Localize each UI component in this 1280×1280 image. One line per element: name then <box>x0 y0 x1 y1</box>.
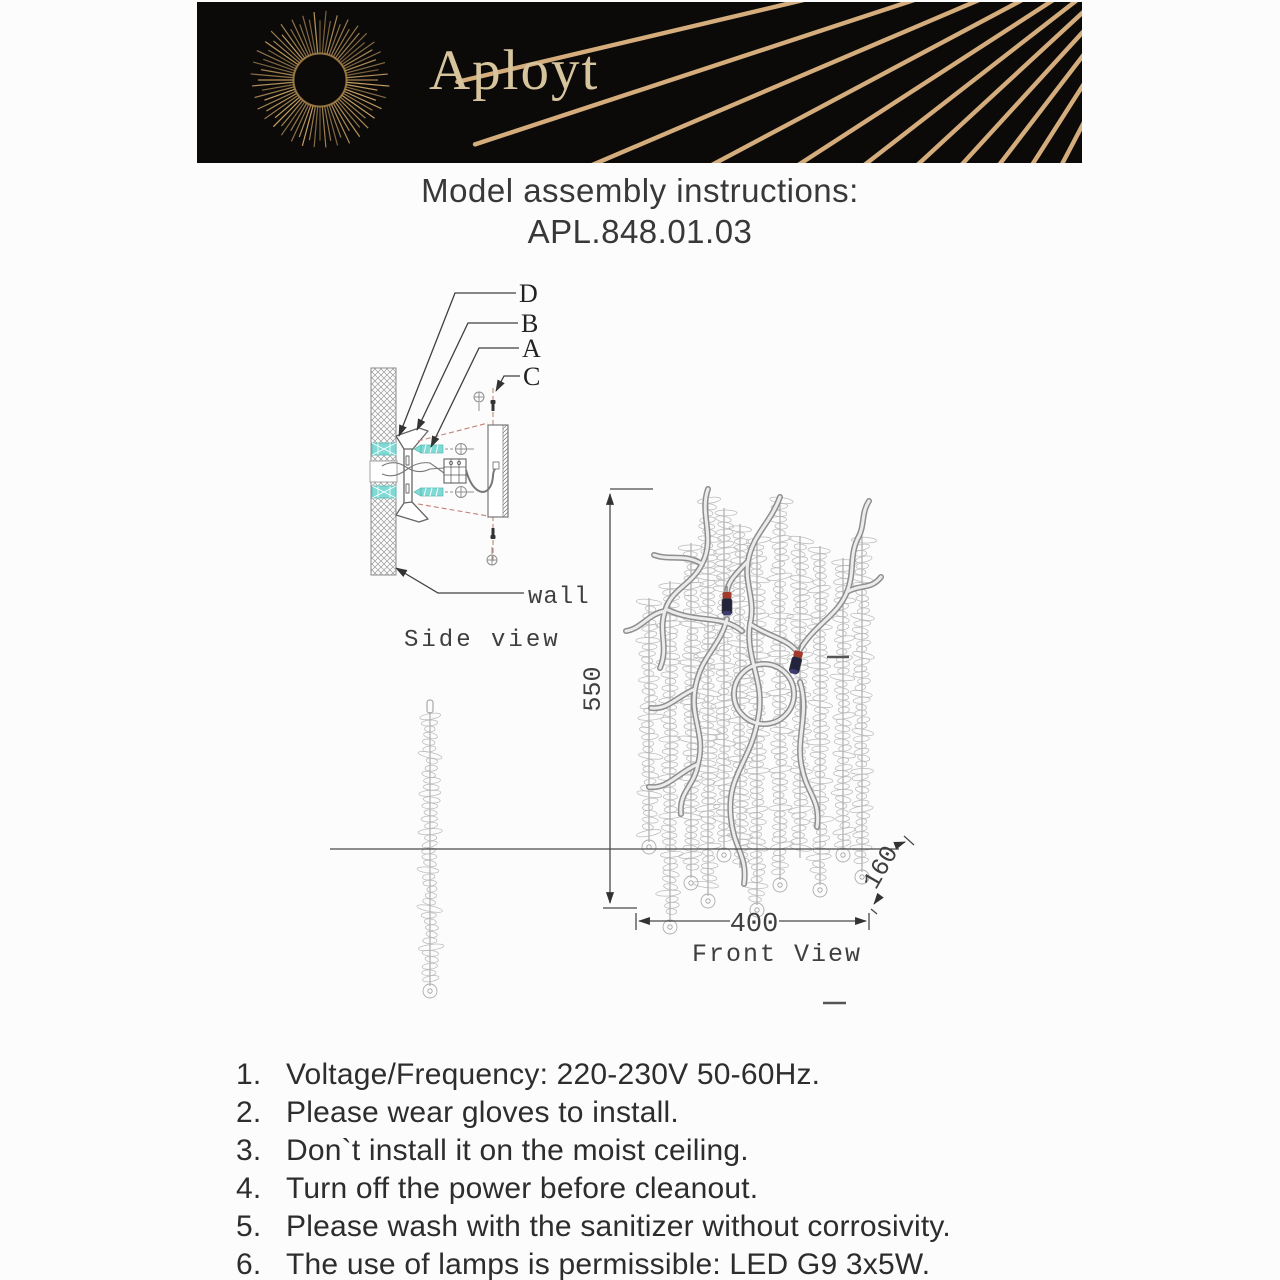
front-view-caption: Front View <box>692 940 863 969</box>
item-text: Please wear gloves to install. <box>286 1096 679 1129</box>
height-value: 550 <box>579 666 608 712</box>
item-number: 5. <box>236 1210 262 1243</box>
item-number: 6. <box>236 1248 262 1280</box>
width-value: 400 <box>729 910 779 940</box>
item-number: 2. <box>236 1096 262 1129</box>
starburst-logo-icon <box>251 11 390 148</box>
model-number: APL.848.01.03 <box>527 213 753 250</box>
wire-connector <box>493 462 499 469</box>
page-title: Model assembly instructions: <box>421 172 859 209</box>
title-block <box>0 170 1280 252</box>
item-number: 4. <box>236 1172 262 1205</box>
item-text: Please wash with the sanitizer without corrosivity. <box>286 1210 951 1243</box>
dimension-depth <box>330 836 914 914</box>
instruction-item <box>236 1208 1116 1246</box>
instruction-item <box>236 1246 1116 1280</box>
front-view-drawing <box>330 489 914 1003</box>
wall-label: wall <box>528 584 590 611</box>
item-text: Turn off the power before cleanout. <box>286 1172 759 1205</box>
instruction-item <box>236 1056 1116 1094</box>
label-d: D <box>519 279 538 308</box>
wall-hole <box>370 461 397 482</box>
terminal-block <box>444 459 466 483</box>
brand-wordmark: Aployt <box>429 39 600 102</box>
item-text: Voltage/Frequency: 220-230V 50-60Hz. <box>286 1058 821 1091</box>
mounting-bracket <box>396 428 428 522</box>
item-text: Don`t install it on the moist ceiling. <box>286 1134 749 1167</box>
label-a: A <box>522 334 541 363</box>
label-b: B <box>521 309 539 338</box>
side-view-caption: Side view <box>404 627 561 654</box>
instruction-item <box>236 1132 1116 1170</box>
item-text: The use of lamps is permissible: LED G9 3x5W. <box>286 1248 931 1280</box>
instruction-list <box>236 1056 1116 1280</box>
screw-icons <box>414 445 443 496</box>
depth-value: 160 <box>857 841 906 895</box>
side-view-drawing <box>370 279 590 654</box>
item-number: 1. <box>236 1058 262 1091</box>
label-c: C <box>523 362 541 391</box>
instruction-item <box>236 1170 1116 1208</box>
brand-banner <box>197 2 1082 163</box>
item-number: 3. <box>236 1134 262 1167</box>
instruction-item <box>236 1094 1116 1132</box>
canopy <box>488 425 508 517</box>
technical-drawing <box>330 258 950 1030</box>
